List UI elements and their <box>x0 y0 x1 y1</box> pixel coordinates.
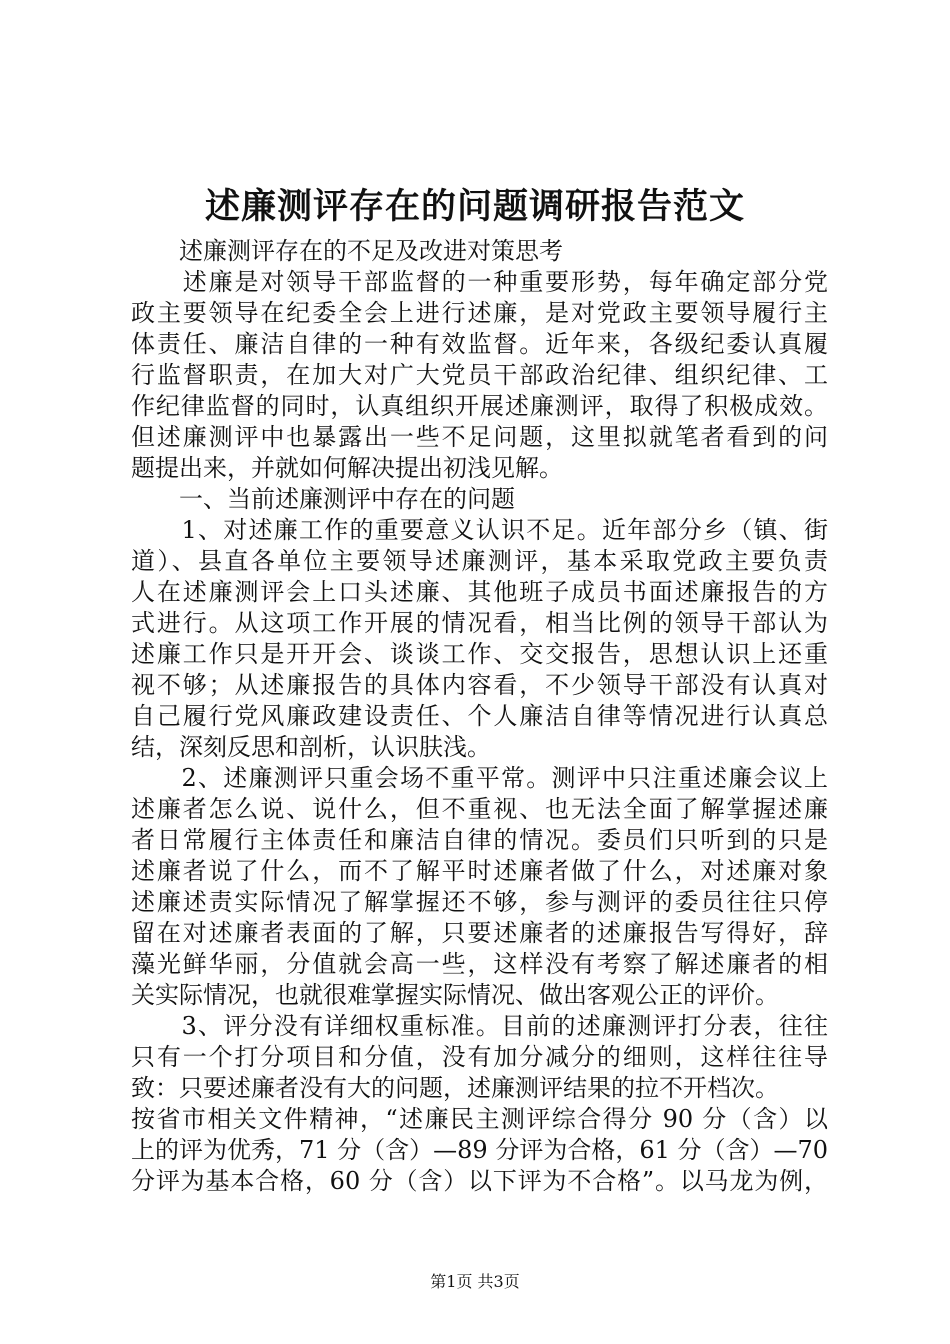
text-line: 藻光鲜华丽，分值就会高一些，这样没有考察了解述廉者的相 <box>131 950 828 978</box>
text-line: 视不够；从述廉报告的具体内容看，不少领导干部没有认真对 <box>131 671 828 699</box>
text-line: 行监督职责，在加大对广大党员干部政治纪律、组织纪律、工 <box>131 361 828 389</box>
text-line: 述廉测评存在的不足及改进对策思考 <box>131 237 563 265</box>
page-footer: 第1页 共3页 <box>430 1272 520 1291</box>
text-line: 一、当前述廉测评中存在的问题 <box>131 485 515 513</box>
text-line: 1、对述廉工作的重要意义认识不足。近年部分乡（镇、街 <box>131 516 828 544</box>
text-line: 只有一个打分项目和分值，没有加分减分的细则，这样往往导 <box>131 1043 828 1071</box>
text-line: 3、评分没有详细权重标准。目前的述廉测评打分表，往往 <box>131 1012 828 1040</box>
document-body <box>131 236 828 1197</box>
text-line: 式进行。从这项工作开展的情况看，相当比例的领导干部认为 <box>131 609 828 637</box>
text-line: 分评为基本合格，60 分（含）以下评为不合格”。以马龙为例， <box>131 1167 828 1195</box>
text-line: 述廉工作只是开开会、谈谈工作、交交报告，思想认识上还重 <box>131 640 828 668</box>
text-line: 政主要领导在纪委全会上进行述廉，是对党政主要领导履行主 <box>131 299 828 327</box>
text-line: 述廉者说了什么，而不了解平时述廉者做了什么，对述廉对象 <box>131 857 828 885</box>
text-line: 体责任、廉洁自律的一种有效监督。近年来，各级纪委认真履 <box>131 330 828 358</box>
text-line: 2、述廉测评只重会场不重平常。测评中只注重述廉会议上 <box>131 764 828 792</box>
text-line: 结，深刻反思和剖析，认识肤浅。 <box>131 733 491 761</box>
text-line: 道）、县直各单位主要领导述廉测评，基本采取党政主要负责 <box>131 547 828 575</box>
document-title: 述廉测评存在的问题调研报告范文 <box>204 186 745 227</box>
text-line: 述廉者怎么说、说什么，但不重视、也无法全面了解掌握述廉 <box>131 795 828 823</box>
text-line: 按省市相关文件精神，“述廉民主测评综合得分 90 分（含）以 <box>131 1105 828 1133</box>
text-line: 述廉是对领导干部监督的一种重要形势，每年确定部分党 <box>131 268 828 296</box>
text-line: 述廉述责实际情况了解掌握还不够，参与测评的委员往往只停 <box>131 888 828 916</box>
text-line: 作纪律监督的同时，认真组织开展述廉测评，取得了积极成效。 <box>131 392 828 420</box>
text-line: 题提出来，并就如何解决提出初浅见解。 <box>131 454 563 482</box>
text-line: 者日常履行主体责任和廉洁自律的情况。委员们只听到的只是 <box>131 826 828 854</box>
text-line: 致：只要述廉者没有大的问题，述廉测评结果的拉不开档次。 <box>131 1074 779 1102</box>
text-line: 人在述廉测评会上口头述廉、其他班子成员书面述廉报告的方 <box>131 578 828 606</box>
text-line: 但述廉测评中也暴露出一些不足问题，这里拟就笔者看到的问 <box>131 423 828 451</box>
text-line: 上的评为优秀，71 分（含）—89 分评为合格，61 分（含）—70 <box>131 1136 829 1164</box>
text-line: 关实际情况，也就很难掌握实际情况、做出客观公正的评价。 <box>131 981 779 1009</box>
text-line: 留在对述廉者表面的了解，只要述廉者的述廉报告写得好，辞 <box>131 919 828 947</box>
text-line: 自己履行党风廉政建设责任、个人廉洁自律等情况进行认真总 <box>131 702 828 730</box>
